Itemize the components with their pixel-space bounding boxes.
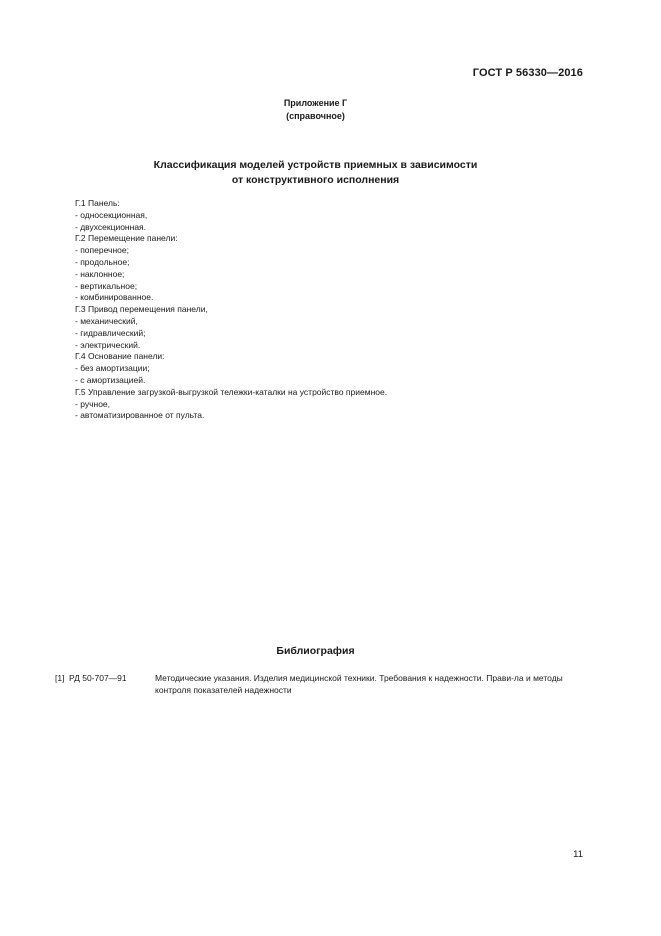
list-item: - ручное, (75, 398, 111, 409)
annex-label: Приложение Г (283, 98, 348, 108)
list-item: - вертикальное; (75, 280, 138, 291)
list-item: - без амортизации; (75, 363, 150, 374)
classification-title (0, 158, 631, 188)
list-item: - комбинированное. (75, 292, 154, 303)
list-item: - гидравлический; (75, 327, 146, 338)
annex-heading (0, 97, 631, 123)
bibliography-doc-code: РД 50-707—91 (69, 673, 127, 683)
list-item: - продольное; (75, 256, 130, 267)
list-item: Г.3 Привод перемещения панели, (75, 304, 208, 315)
list-item: Г.5 Управление загрузкой-выгрузкой тележки-каталки на устройство приемное. (75, 386, 388, 397)
list-item: Г.2 Перемещение панели: (75, 233, 178, 244)
list-item: - автоматизированное от пульта. (75, 410, 205, 421)
list-item: - двухсекционная. (75, 221, 147, 232)
bibliography-description: Методические указания. Изделия медицинской техники. Требования к надежности. Прави-ла и методы контроля показателей надежности (155, 673, 563, 695)
list-item: Г.4 Основание панели: (75, 351, 165, 362)
document-code: ГОСТ Р 56330—2016 (472, 67, 583, 79)
annex-status: (справочное) (286, 111, 345, 121)
bibliography-ref-number: [1] (55, 673, 65, 683)
page-number: 11 (573, 849, 583, 860)
list-item: - поперечное; (75, 245, 129, 256)
list-item: - электрический. (75, 339, 141, 350)
list-item: Г.1 Панель: (75, 198, 120, 208)
classification-title-line-1: Классификация моделей устройств приемных в зависимости (153, 159, 478, 171)
classification-title-line-2: от конструктивного исполнения (231, 174, 400, 186)
list-item: - механический, (75, 315, 138, 326)
classification-list (75, 198, 387, 422)
list-item: - с амортизацией. (75, 374, 146, 385)
bibliography-title: Библиография (276, 645, 355, 657)
list-item: - односекционная, (75, 209, 148, 220)
list-item: - наклонное; (75, 268, 125, 279)
